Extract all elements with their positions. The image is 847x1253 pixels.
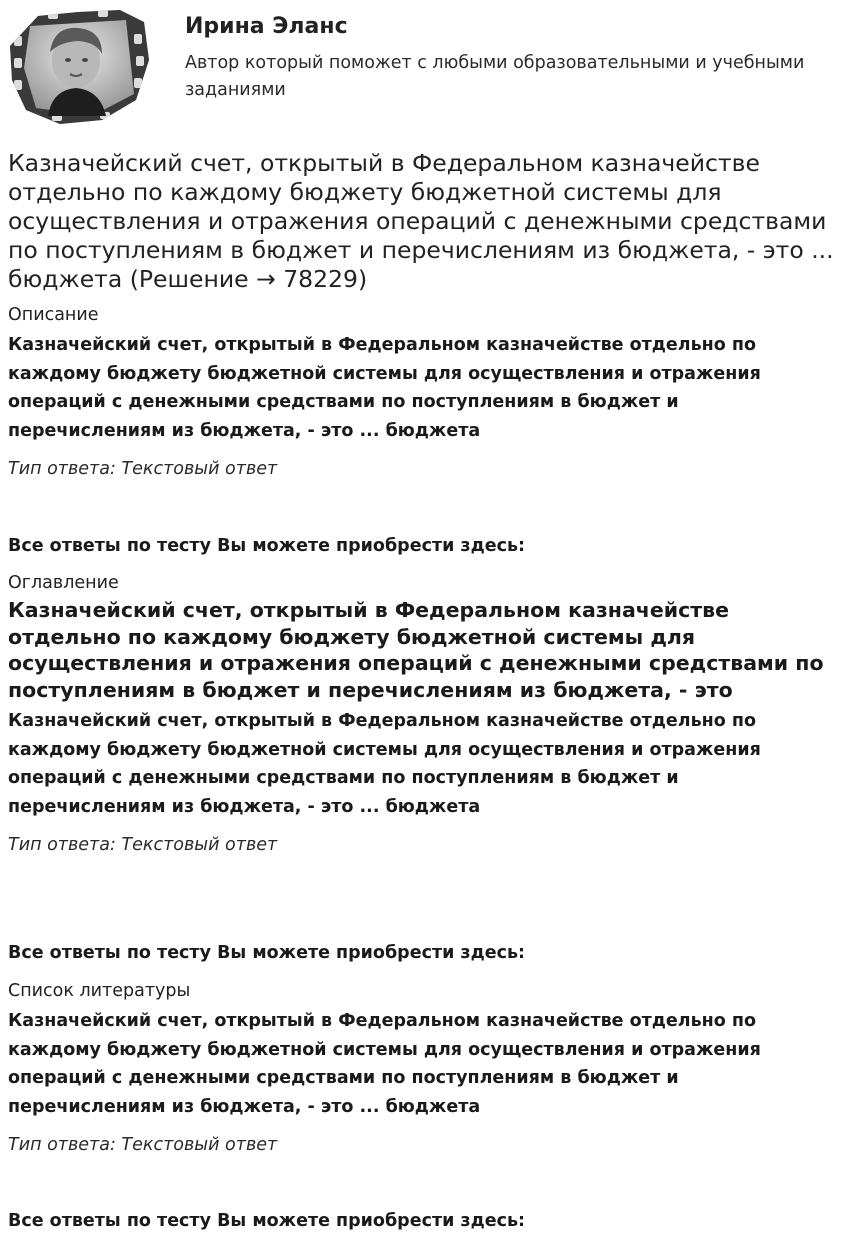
literature-text: Казначейский счет, открытый в Федеральном казначействе отдельно по каждому бюджету бюджетной системы для осуществления и отражения операций с денежными средствами по поступлениям в бюджет и перечислениям из бюджета, - это ... бюджета — [8, 1011, 761, 1117]
literature-answer-type: Тип ответа: Текстовый ответ — [8, 1135, 278, 1155]
contents-buy-text: Все ответы по тесту Вы можете приобрести здесь: — [8, 943, 526, 963]
author-name[interactable]: Ирина Эланс — [185, 14, 348, 39]
contents-text: Казначейский счет, открытый в Федеральном казначействе отдельно по каждому бюджету бюджетной системы для осуществления и отражения операций с денежными средствами по поступлениям в бюджет и перечислениям из бюджета, - это ... бюджета — [8, 711, 761, 817]
description-label: Описание — [8, 305, 99, 325]
literature-buy-text: Все ответы по тесту Вы можете приобрести здесь: — [8, 1211, 526, 1231]
author-avatar[interactable] — [8, 8, 150, 126]
literature-section — [8, 979, 838, 1157]
contents-section — [8, 571, 838, 857]
description-buy-text: Все ответы по тесту Вы можете приобрести здесь: — [8, 536, 526, 556]
description-answer-type: Тип ответа: Текстовый ответ — [8, 459, 278, 479]
author-card — [8, 8, 838, 126]
contents-answer-type: Тип ответа: Текстовый ответ — [8, 835, 278, 855]
description-text: Казначейский счет, открытый в Федеральном казначействе отдельно по каждому бюджету бюджетной системы для осуществления и отражения операций с денежными средствами по поступлениям в бюджет и перечислениям из бюджета, - это ... бюджета — [8, 335, 761, 441]
page-title: Казначейский счет, открытый в Федеральном казначействе отдельно по каждому бюджету бюджетной системы для осуществления и отражения операций с денежными средствами по поступлениям в бюджет и перечислениям из бюджета, - это ... бюджета (Решение → 78229) — [8, 149, 834, 293]
contents-label: Оглавление — [8, 573, 119, 593]
description-section — [8, 303, 838, 481]
author-description: Автор который поможет с любыми образовательными и учебными заданиями — [185, 53, 805, 100]
literature-label: Список литературы — [8, 981, 191, 1001]
contents-heading: Казначейский счет, открытый в Федеральном казначействе отдельно по каждому бюджету бюджетной системы для осуществления и отражения операций с денежными средствами по поступлениям в бюджет и перечислениям из бюджета, - это — [8, 598, 824, 702]
